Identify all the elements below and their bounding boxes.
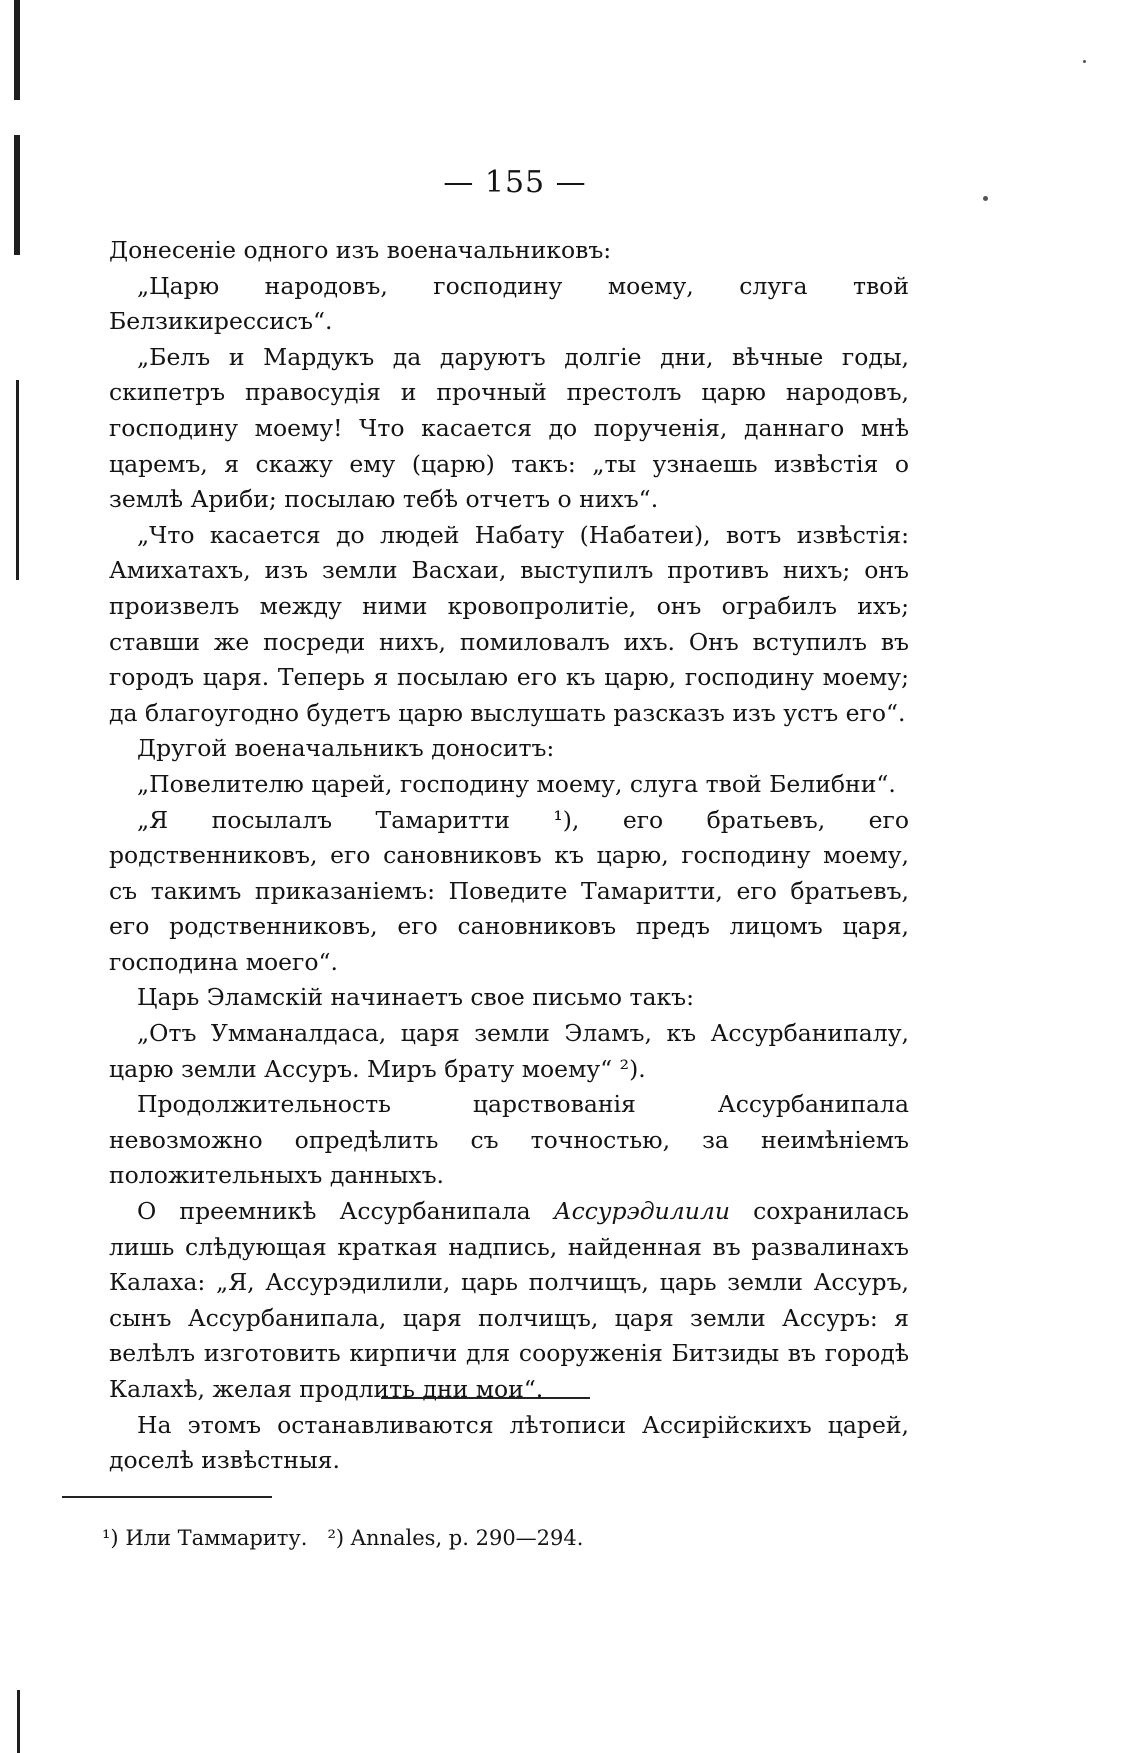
- paragraph: [109, 1194, 909, 1408]
- paragraph: Продолжительность царствованія Ассурбанипала невозможно опредѣлить съ точностью, за неимѣніемъ положительныхъ данныхъ.: [109, 1090, 909, 1190]
- scan-speck: [1083, 60, 1086, 63]
- paragraph: „Царю народовъ, господину моему, слуга твой Белзикирессисъ“.: [109, 271, 909, 336]
- binding-edge: [14, 0, 20, 100]
- section-end-rule: [381, 1397, 590, 1399]
- paragraph: Царь Эламскій начинаетъ свое письмо такъ:: [137, 983, 695, 1012]
- text-run: О преемникѣ Ассурбанипала: [137, 1197, 531, 1226]
- paragraph: „Белъ и Мардукъ да даруютъ долгіе дни, вѣчные годы, скипетръ правосудія и прочный престолъ царю народовъ, господину моему! Что касается до порученія, даннаго мнѣ царемъ, я скажу ему (царю) такъ: „ты узнаешь извѣстія о землѣ Ариби; посылаю тебѣ отчетъ о нихъ“.: [109, 342, 909, 514]
- page-number: — 155 —: [443, 165, 587, 200]
- paragraph: „Повелителю царей, господину моему, слуга твой Белибни“.: [137, 769, 896, 798]
- paragraph: „Отъ Умманалдаса, царя земли Эламъ, къ Ассурбанипалу, царю земли Ассуръ. Миръ брату моему“ ²).: [109, 1019, 909, 1083]
- paragraph: На этомъ останавливаются лѣтописи Ассирійскихъ царей, доселѣ извѣстныя.: [109, 1410, 909, 1475]
- footnote-marker: ¹): [102, 1526, 119, 1550]
- binding-edge: [17, 1690, 20, 1753]
- paragraph: „Что касается до людей Набату (Набатеи), вотъ извѣстія: Амихатахъ, изъ земли Васхаи, выступилъ противъ нихъ; онъ произвелъ между ними кровопролитіе, онъ ограбилъ ихъ; ставши же посреди нихъ, помиловалъ ихъ. Онъ вступилъ въ городъ царя. Теперь я посылаю его къ царю, господину моему; да благоугодно будетъ царю выслушать разсказъ изъ устъ его“.: [109, 520, 909, 727]
- footnote-text: Annales, p. 290—294.: [350, 1526, 584, 1550]
- binding-edge: [16, 380, 19, 580]
- paragraph: Другой военачальникъ доноситъ:: [137, 734, 555, 763]
- footnotes: [102, 1523, 802, 1553]
- paragraph: Донесеніе одного изъ военачальниковъ:: [109, 236, 612, 264]
- footnote-text: Или Таммариту.: [125, 1526, 308, 1550]
- footnote-rule: [62, 1496, 272, 1498]
- main-text: [109, 233, 909, 1479]
- italic-name: Ассурэдилили: [553, 1197, 730, 1226]
- footnote-marker: ²): [327, 1526, 345, 1550]
- paragraph: „Я посылалъ Тамаритти ¹), его братьевъ, его родственниковъ, его сановниковъ къ царю, господину моему, съ такимъ приказаніемъ: Поведите Тамаритти, его братьевъ, его родственниковъ, его сановниковъ предъ лицомъ царя, господина моего“.: [109, 805, 909, 976]
- text-run: сохранилась лишь слѣдующая краткая надпись, найденная въ развалинахъ Калаха: „Я, Ассурэдилили, царь полчищъ, царь земли Ассуръ, сынъ Ассурбанипала, царя полчищъ, царя земли Ассуръ: я велѣлъ изготовить кирпичи для сооруженія Битзиды въ городѣ Калахѣ, желая продлить дни мои“.: [109, 1197, 909, 1403]
